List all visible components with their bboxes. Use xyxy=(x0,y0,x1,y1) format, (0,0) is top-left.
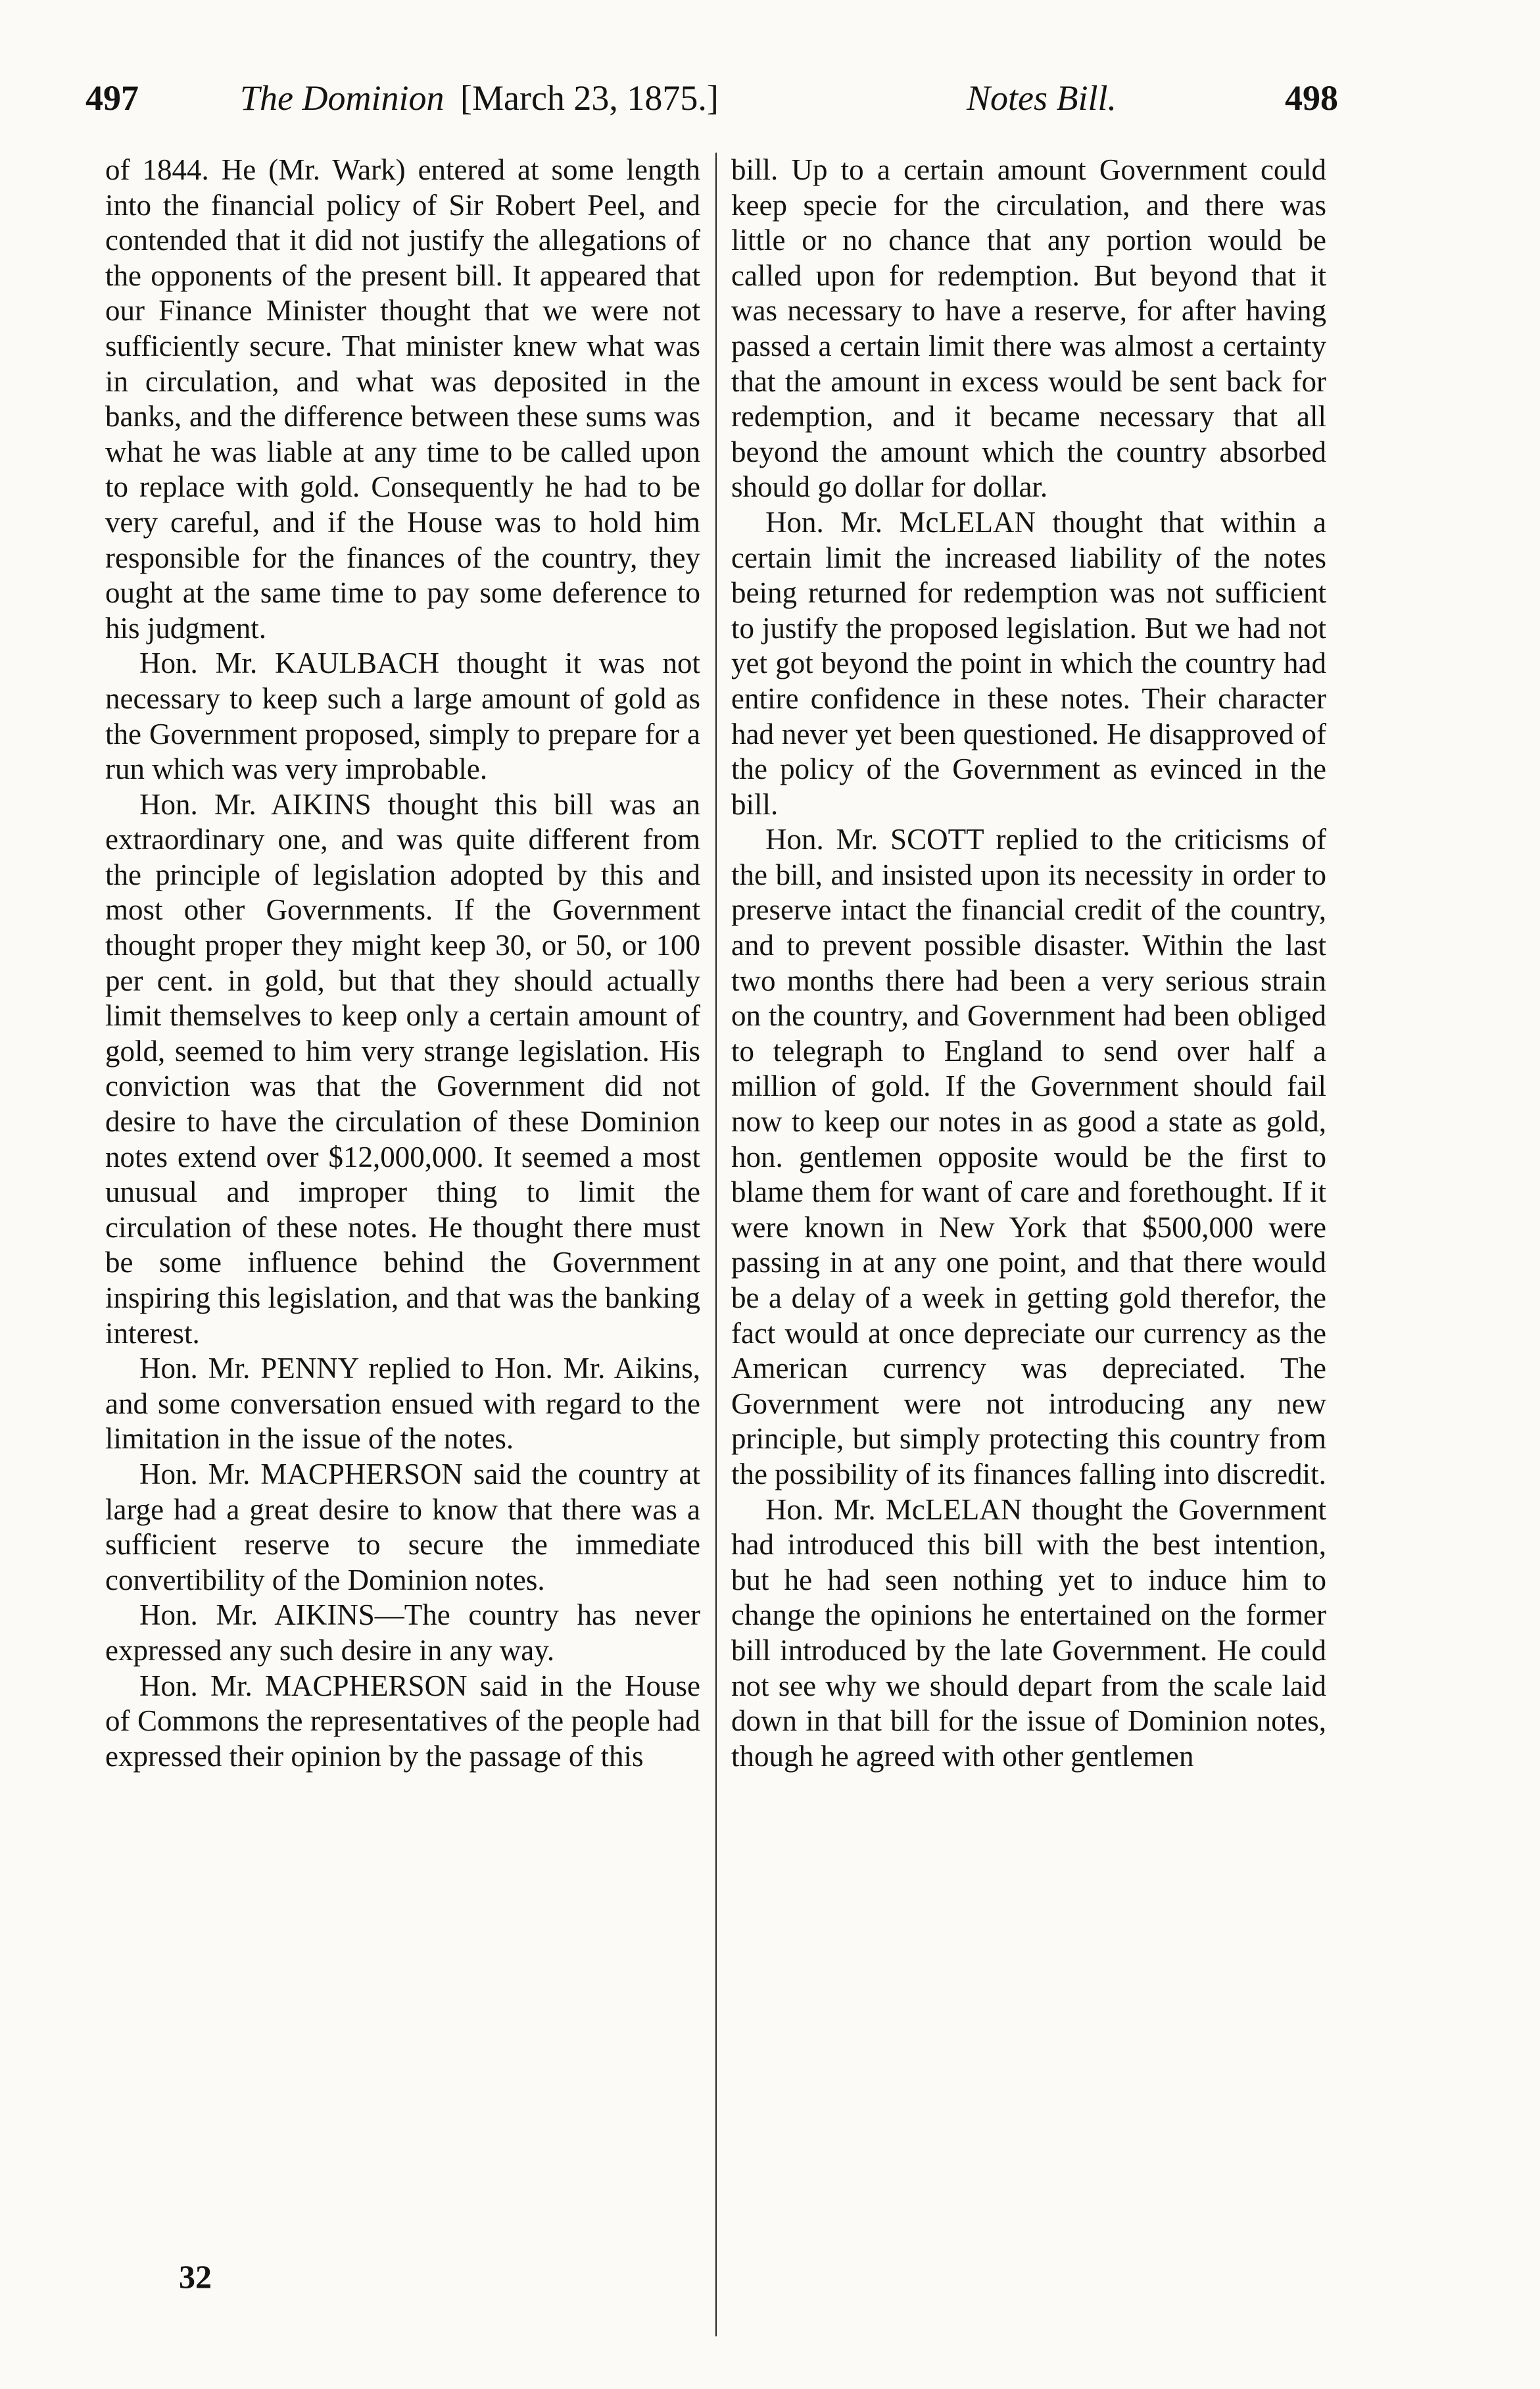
paragraph: Hon. Mr. MACPHERSON said in the House of Commons the representatives of the people had expressed their opinion by the passage of this xyxy=(105,1669,700,1773)
right-column xyxy=(731,153,1326,1774)
right-running-title: Notes Bill. xyxy=(967,78,1117,118)
paragraph: Hon. Mr. KAULBACH thought it was not necessary to keep such a large amount of gold as the Government proposed, simply to prepare for a run which was very improbable. xyxy=(105,647,700,786)
paragraph: Hon. Mr. SCOTT replied to the criticisms of the bill, and insisted upon its necessity in order to preserve intact the financial credit of the country, and to prevent possible disaster. Within the last two months there had been a very serious strain on the country, and Government had been obliged to telegraph to England to send over half a million of gold. If the Government should fail now to keep our notes in as good a state as gold, hon. gentlemen opposite would be the first to blame them for want of care and forethought. If it were known in New York that $500,000 were passing in at any one point, and that there would be a delay of a week in getting gold therefor, the fact would at once depreciate our currency as the American currency was depreciated. The Government were not introducing any new principle, but simply protecting this country from the possibility of its finances falling into discredit. xyxy=(731,823,1326,1490)
running-header xyxy=(85,78,1338,137)
header-date: [March 23, 1875.] xyxy=(460,78,719,118)
paragraph: Hon. Mr. McLELAN thought the Government had introduced this bill with the best intention, but he had seen nothing yet to induce him to change the opinions he entertained on the former bill introduced by the late Government. He could not see why we should depart from the scale laid down in that bill for the issue of Dominion notes, though he agreed with other gentlemen xyxy=(731,1492,1326,1773)
left-page-number: 497 xyxy=(85,78,139,118)
paragraph: Hon. Mr. AIKINS thought this bill was an extraordinary one, and was quite different from the principle of legislation adopted by this and most other Governments. If the Government thought proper they might keep 30, or 50, or 100 per cent. in gold, but that they should actually limit themselves to keep only a certain amount of gold, seemed to him very strange legislation. His conviction was that the Government did not desire to have the circulation of these Dominion notes extend over $12,000,000. It seemed a most unusual and improper thing to limit the circulation of these notes. He thought there must be some influence behind the Government inspiring this legislation, and that was the banking interest. xyxy=(105,787,700,1350)
paragraph: of 1844. He (Mr. Wark) entered at some length into the financial policy of Sir Robert Peel, and contended that it did not justify the allegations of the opponents of the present bill. It appeared that our Finance Minister thought that we were not sufficiently secure. That minister knew what was in circulation, and what was deposited in the banks, and the difference between these sums was what he was liable at any time to be called upon to replace with gold. Consequently he had to be very careful, and if the House was to hold him responsible for the finances of the country, they ought at the same time to pay some deference to his judgment. xyxy=(105,153,700,645)
right-page-number: 498 xyxy=(1285,78,1338,118)
signature-mark: 32 xyxy=(179,2258,212,2295)
paragraph: bill. Up to a certain amount Government could keep specie for the circulation, and there was little or no chance that any portion would be called upon for redemption. But beyond that it was necessary to have a reserve, for after having passed a certain limit there was almost a certainty that the amount in excess would be sent back for redemption, and it became necessary that all beyond the amount which the country absorbed should go dollar for dollar. xyxy=(731,153,1326,504)
column-divider xyxy=(715,153,717,2336)
paragraph: Hon. Mr. AIKINS—The country has never expressed any such desire in any way. xyxy=(105,1598,700,1667)
left-column xyxy=(105,153,700,1774)
paragraph: Hon. Mr. MACPHERSON said the country at large had a great desire to know that there was a sufficient reserve to secure the immediate convertibility of the Dominion notes. xyxy=(105,1457,700,1596)
paragraph: Hon. Mr. McLELAN thought that within a certain limit the increased liability of the notes being returned for redemption was not sufficient to justify the proposed legislation. But we had not yet got beyond the point in which the country had entire confidence in these notes. Their character had never yet been questioned. He disapproved of the policy of the Government as evinced in the bill. xyxy=(731,505,1326,821)
left-running-title: The Dominion xyxy=(240,78,445,118)
paragraph: Hon. Mr. PENNY replied to Hon. Mr. Aikins, and some conversation ensued with regard to the limitation in the issue of the notes. xyxy=(105,1352,700,1456)
